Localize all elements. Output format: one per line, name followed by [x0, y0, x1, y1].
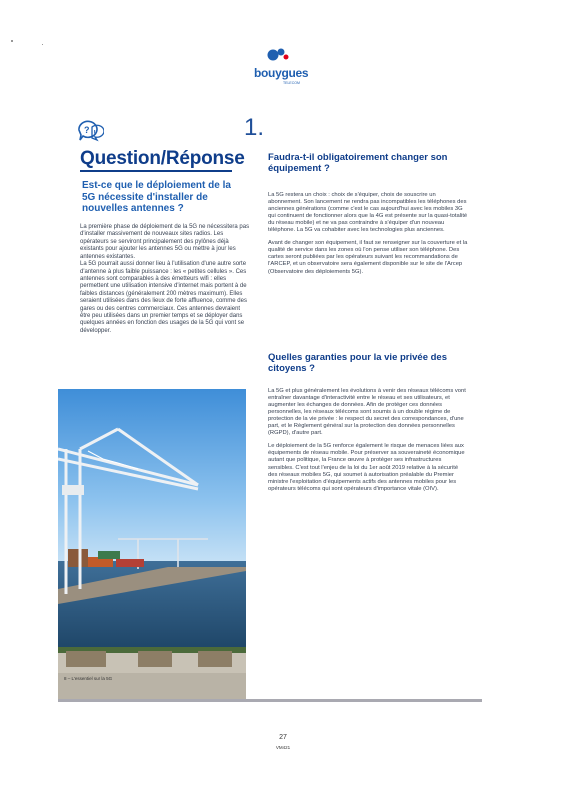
- right-paragraph: La 5G restera un choix : choix de s'équiper, choix de souscrire un abonnement. Son lancement ne rendra pas incompatibles les téléphones des anciennes générations (comme c'est le cas aujourd'hui avec les mobiles 3G qui continuent de fonctionner alors que la 4G est présente sur la quasi-totalité du réseau mobile) et ne va pas contraindre à s'équiper d'un nouveau téléphone. La 5G va cohabiter avec les technologies plus anciennes.: [268, 191, 468, 234]
- bottom-divider: [58, 699, 482, 702]
- right-question-heading-1: Faudra-t-il obligatoirement changer son équipement ?: [268, 152, 448, 174]
- svg-text:!: !: [93, 130, 96, 137]
- right-paragraph: La 5G et plus généralement les évolutions à venir des réseaux télécoms vont entraîner davantage d'interactivité entre le réseau et ses utilisateurs, et augmenter les échanges de données. Afin de protéger ces données personnelles, les réseaux télécoms sont soumis à un double régime de protection de la vie privée : le respect du secret des correspondances, d'une part, et le Règlement général sur la protection des données personnelles (RGPD), d'autre part.: [268, 387, 466, 437]
- right-body-text-1: [268, 186, 468, 281]
- page-title: Question/Réponse: [80, 148, 245, 169]
- page-number: 27: [279, 734, 287, 741]
- logo-subname: TELECOM: [283, 81, 300, 85]
- harbour-crane-photo: [58, 389, 246, 699]
- svg-text:?: ?: [84, 125, 90, 135]
- right-question-heading-2: Quelles garanties pour la vie privée des citoyens ?: [268, 352, 447, 374]
- photo-caption: 8 – L'essentiel sur la 5G: [64, 676, 113, 681]
- question-answer-icon: [76, 118, 104, 146]
- title-underline: [80, 170, 232, 172]
- right-paragraph: Le déploiement de la 5G renforce également le risque de menaces liées aux équipements de réseau mobile. Pour préserver sa souveraineté économique autant que politique, la France œuvre à protéger ses infrastructures sensibles. C'est tout l'enjeu de la loi du 1er août 2019 relative à la sécurité des réseaux mobiles 5G, qui soumet à autorisation préalable du Premier ministre l'exploitation d'équipements actifs des antennes mobiles pour les opérateurs télécoms qui sont opérateurs d'importance vitale (OIV).: [268, 443, 465, 492]
- left-body-text: [80, 224, 250, 335]
- scan-speck: [42, 44, 43, 45]
- left-paragraph: La première phase de déploiement de la 5G ne nécessitera pas d'installer massivement de nouveaux sites radios. Les opérateurs se serviront principalement des pylônes déjà existants pour ajouter les antennes 5G ou mettre à jour les antennes existantes.: [80, 224, 250, 260]
- bouygues-logo: [250, 46, 310, 90]
- right-paragraph: Avant de changer son équipement, il faut se renseigner sur la couverture et la qualité de service dans les zones où l'on pense utiliser son téléphone. Des cartes seront publiées par les opérateurs suivant les recommandations de l'ARCEP, et un observatoire sera également disponible sur le site de l'Arcep (Observatoire des déploiements 5G).: [268, 240, 468, 275]
- logo-wordmark: bouygues: [254, 66, 309, 80]
- page-code: VM421: [275, 745, 291, 750]
- scan-speck: [11, 40, 13, 42]
- left-question-heading: Est-ce que le déploiement de la 5G nécessite d'installer de nouvelles antennes ?: [82, 180, 231, 214]
- left-paragraph: La 5G pourrait aussi donner lieu à l'utilisation d'une autre sorte d'antenne à plus faible puissance : les « petites cellules ». Ces antennes sont comparables à des émetteurs wifi : elles permettent une utilisation intensive d'internet mais portent à de faibles distances (généralement 200 mètres maximum). Elles seraient utilisées dans des lieux de forte affluence, comme des gares ou des centres commerciaux. Ces antennes devraient être peu utilisées dans un premier temps et se déployer dans quelques années en fonction des usages de la 5G qui vont se développer.: [80, 261, 247, 334]
- section-number: 1.: [244, 114, 265, 141]
- right-body-text-2: [268, 382, 468, 499]
